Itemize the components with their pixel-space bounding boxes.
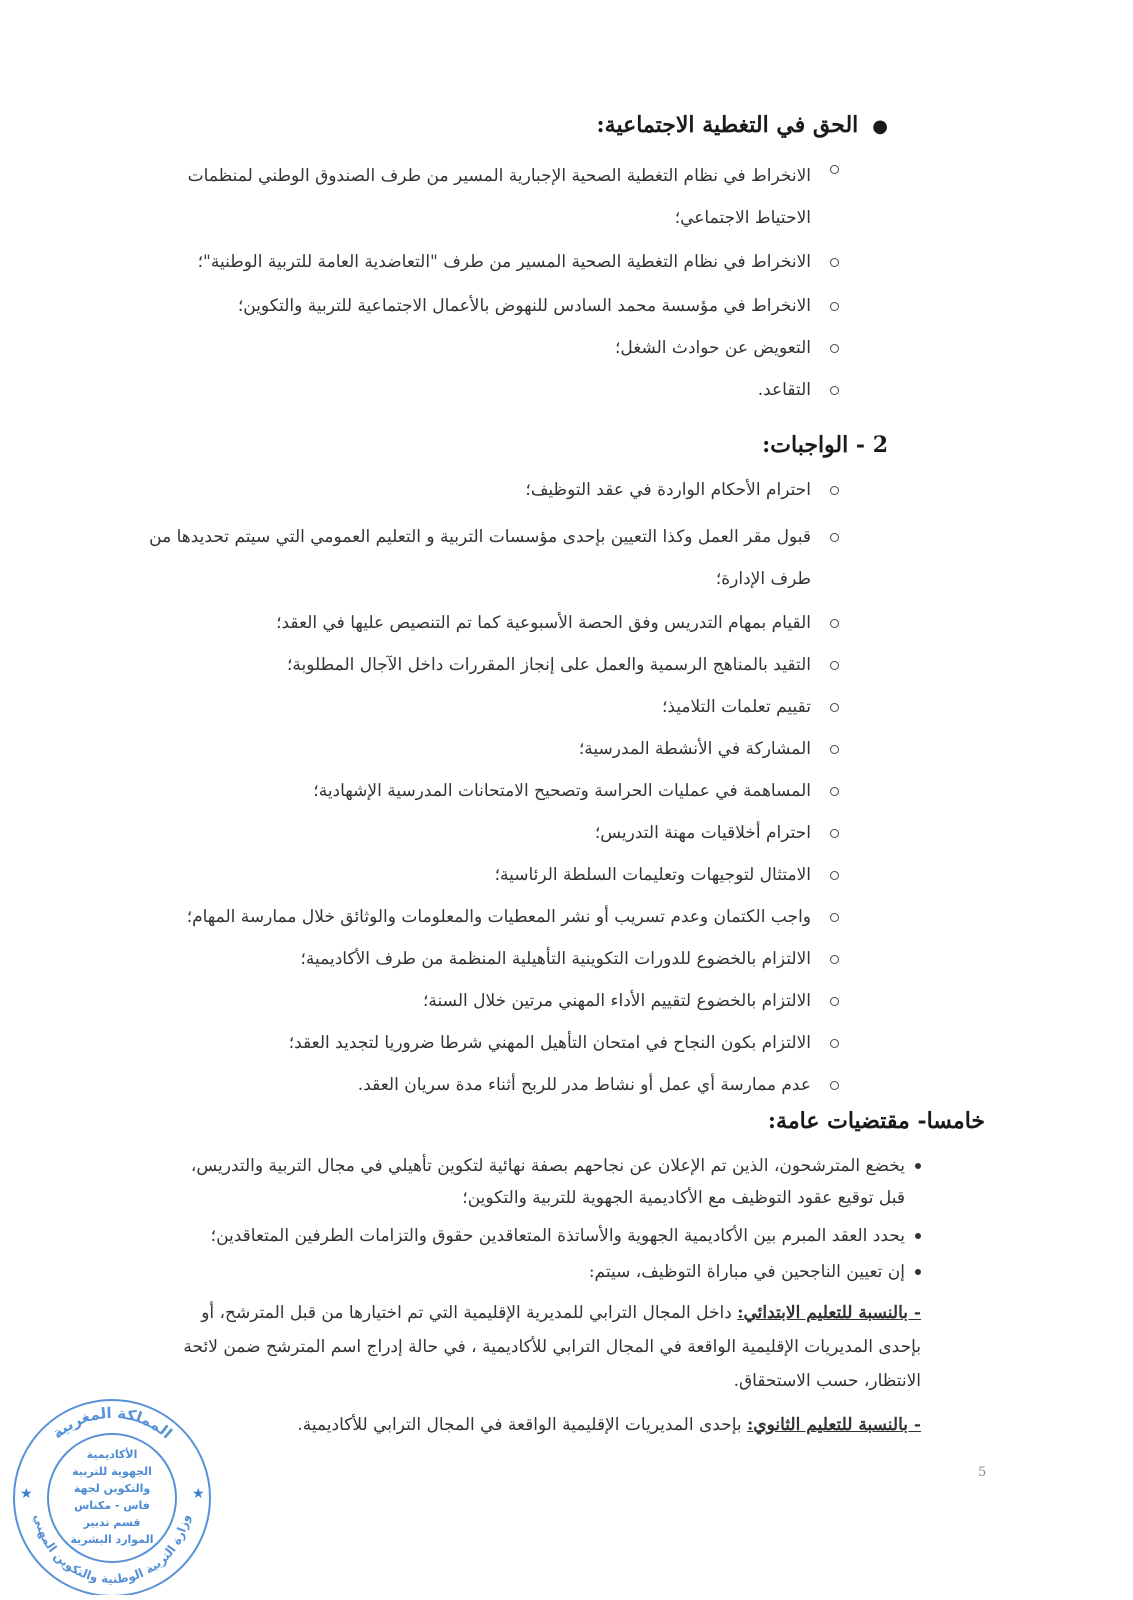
social-coverage-list <box>149 155 839 411</box>
list-item: الامتثال لتوجيهات وتعليمات السلطة الرئاسية؛ <box>149 854 839 896</box>
circle-bullet-icon <box>830 871 839 880</box>
star-icon: ★ <box>192 1486 205 1502</box>
list-item: تقييم تعلمات التلاميذ؛ <box>149 686 839 728</box>
circle-bullet-icon <box>830 703 839 712</box>
list-item: إن تعيين الناجحين في مباراة التوظيف، سيتم: <box>171 1256 921 1288</box>
stamp-line: الأكاديمية <box>86 1448 138 1461</box>
bullet-icon: ● <box>872 116 888 137</box>
circle-bullet-icon <box>830 533 839 542</box>
circle-bullet-icon <box>830 787 839 796</box>
secondary-education-paragraph: - بالنسبة للتعليم الثانوي: بإحدى المديريات الإقليمية الواقعة في المجال الترابي للأكاديمية. <box>297 1415 921 1435</box>
social-coverage-heading: ●الحق في التغطية الاجتماعية: <box>596 112 888 138</box>
stamp-ring-top: المملكة المغربية <box>48 1403 176 1443</box>
list-item: احترام أخلاقيات مهنة التدريس؛ <box>149 812 839 854</box>
circle-bullet-icon <box>830 997 839 1006</box>
circle-bullet-icon <box>830 1081 839 1090</box>
circle-bullet-icon <box>830 661 839 670</box>
list-item: المساهمة في عمليات الحراسة وتصحيح الامتحانات المدرسية الإشهادية؛ <box>149 770 839 812</box>
list-item: عدم ممارسة أي عمل أو نشاط مدر للربح أثناء مدة سريان العقد. <box>149 1064 839 1106</box>
list-item: التقيد بالمناهج الرسمية والعمل على إنجاز المقررات داخل الآجال المطلوبة؛ <box>149 644 839 686</box>
stamp-line: الموارد البشرية <box>70 1533 154 1546</box>
list-item: الانخراط في مؤسسة محمد السادس للنهوض بالأعمال الاجتماعية للتربية والتكوين؛ <box>149 285 839 327</box>
stamp-line: قسم تدبير <box>83 1516 141 1529</box>
stamp-ring-bottom: وزارة التربية الوطنية والتكوين المهني <box>31 1512 193 1587</box>
stamp-line: فاس - مكناس <box>74 1499 150 1512</box>
duties-heading: 2 - الواجبات: <box>762 432 888 458</box>
stamp-line: الجهوية للتربية <box>72 1465 152 1478</box>
circle-bullet-icon <box>830 955 839 964</box>
circle-bullet-icon <box>830 1039 839 1048</box>
circle-bullet-icon <box>830 165 839 174</box>
list-item: الانخراط في نظام التغطية الصحية الإجبارية المسير من طرف الصندوق الوطني لمنظمات الاحتياط الاجتماعي؛ <box>149 155 839 239</box>
bullet-icon <box>915 1163 921 1169</box>
bullet-icon <box>915 1233 921 1239</box>
list-item: الالتزام بالخضوع لتقييم الأداء المهني مرتين خلال السنة؛ <box>149 980 839 1022</box>
list-item: التعويض عن حوادث الشغل؛ <box>149 327 839 369</box>
general-provisions-list <box>171 1150 921 1288</box>
bullet-icon <box>915 1269 921 1275</box>
list-item: الالتزام بالخضوع للدورات التكوينية التأهيلية المنظمة من طرف الأكاديمية؛ <box>149 938 839 980</box>
stamp-line: والتكوين لجهة <box>73 1482 151 1495</box>
list-item: يحدد العقد المبرم بين الأكاديمية الجهوية والأساتذة المتعاقدين حقوق والتزامات الطرفين المتعاقدين؛ <box>171 1220 921 1252</box>
list-item: التقاعد. <box>149 369 839 411</box>
list-item: المشاركة في الأنشطة المدرسية؛ <box>149 728 839 770</box>
list-item: الانخراط في نظام التغطية الصحية المسير من طرف "التعاضدية العامة للتربية الوطنية"؛ <box>149 243 839 281</box>
duties-list <box>149 470 839 1106</box>
star-icon: ★ <box>20 1486 33 1502</box>
circle-bullet-icon <box>830 619 839 628</box>
official-stamp <box>4 1380 214 1595</box>
circle-bullet-icon <box>830 829 839 838</box>
circle-bullet-icon <box>830 913 839 922</box>
list-item: القيام بمهام التدريس وفق الحصة الأسبوعية كما تم التنصيص عليها في العقد؛ <box>149 602 839 644</box>
list-item: احترام الأحكام الواردة في عقد التوظيف؛ <box>149 470 839 510</box>
circle-bullet-icon <box>830 258 839 267</box>
general-provisions-heading: خامسا- مقتضيات عامة: <box>767 1108 985 1134</box>
page-number: 5 <box>978 1465 987 1480</box>
circle-bullet-icon <box>830 302 839 311</box>
circle-bullet-icon <box>830 344 839 353</box>
primary-education-paragraph: - بالنسبة للتعليم الابتدائي: داخل المجال الترابي للمديرية الإقليمية التي تم اختيارها من قبل المترشح، أو بإحدى المديريات الإقليمية الواقعة في المجال الترابي للأكاديمية ، في حالة إدراج اسم المترشح ضمن لائحة الانتظار، حسب الاستحقاق. <box>183 1303 921 1391</box>
circle-bullet-icon <box>830 745 839 754</box>
list-item: الالتزام بكون النجاح في امتحان التأهيل المهني شرطا ضروريا لتجديد العقد؛ <box>149 1022 839 1064</box>
list-item: قبول مقر العمل وكذا التعيين بإحدى مؤسسات التربية و التعليم العمومي التي سيتم تحديدها من طرف الإدارة؛ <box>149 516 839 600</box>
circle-bullet-icon <box>830 486 839 495</box>
list-item: واجب الكتمان وعدم تسريب أو نشر المعطيات والمعلومات والوثائق خلال ممارسة المهام؛ <box>149 896 839 938</box>
list-item: يخضع المترشحون، الذين تم الإعلان عن نجاحهم بصفة نهائية لتكوين تأهيلي في مجال التربية والتدريس، قبل توقيع عقود التوظيف مع الأكاديمية الجهوية للتربية والتكوين؛ <box>171 1150 921 1214</box>
circle-bullet-icon <box>830 386 839 395</box>
